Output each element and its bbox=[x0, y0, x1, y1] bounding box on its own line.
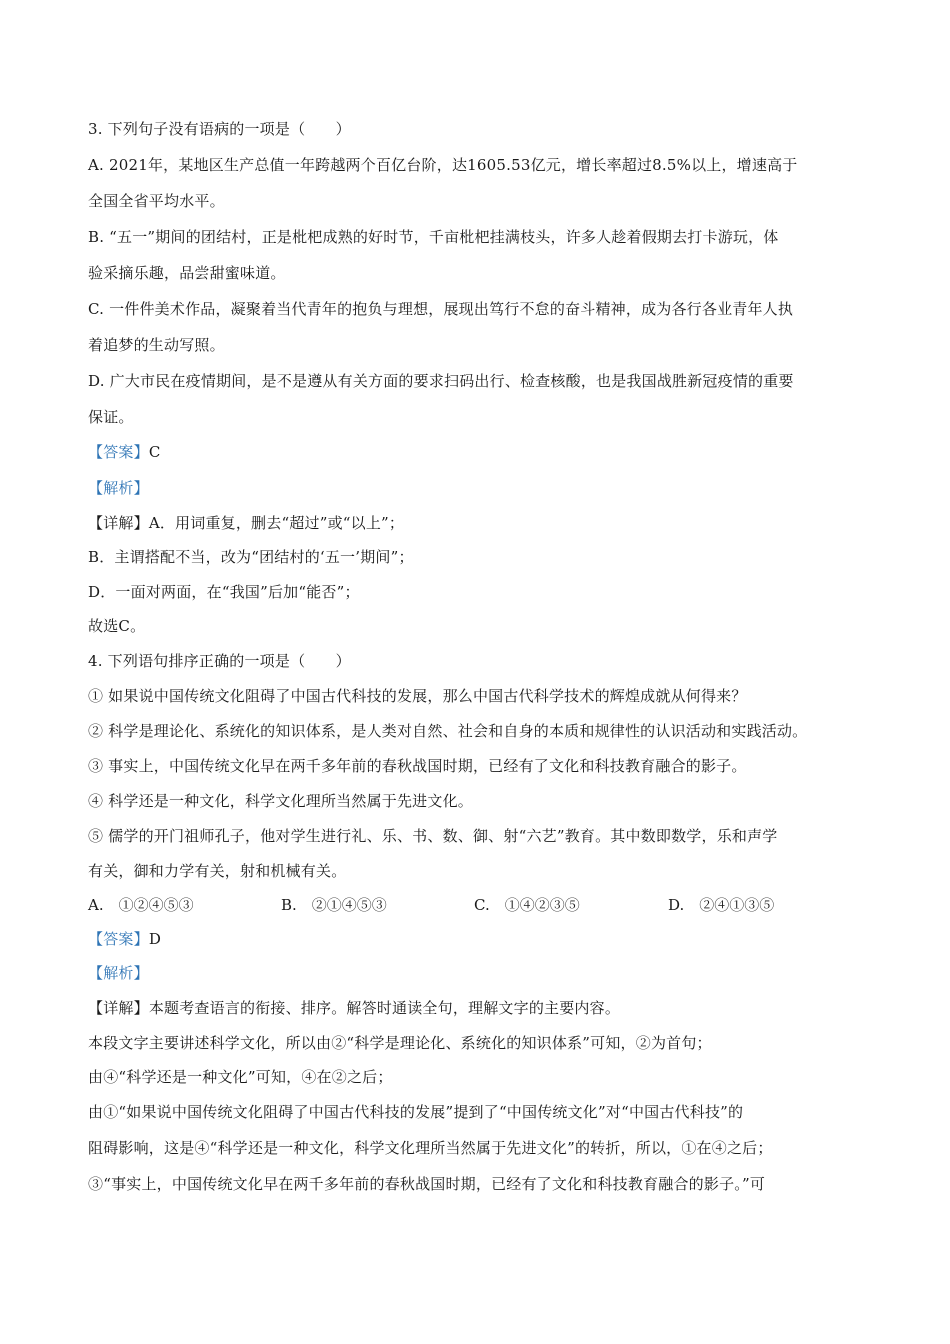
q3-option-a-line1: A. 2021年，某地区生产总值一年跨越两个百亿台阶，达1605.53亿元，增长率超过8.5%以上，增速高于 bbox=[88, 156, 798, 174]
q4-stem: 4. 下列语句排序正确的一项是（ ） bbox=[88, 652, 351, 670]
q4-sentence-4: ④ 科学还是一种文化，科学文化理所当然属于先进文化。 bbox=[88, 792, 473, 810]
q4-detail-line3: 由④“科学还是一种文化”可知，④在②之后； bbox=[88, 1068, 393, 1086]
q3-detail-line4: 故选C。 bbox=[88, 617, 146, 635]
q4-sentence-1: ① 如果说中国传统文化阻碍了中国古代科技的发展，那么中国古代科学技术的辉煌成就从何得来？ bbox=[88, 687, 747, 705]
q4-sentence-5-line2: 有关，御和力学有关，射和机械有关。 bbox=[88, 862, 347, 880]
q4-option-c: C. ①④②③⑤ bbox=[474, 896, 580, 914]
q3-option-c-line1: C. 一件件美术作品，凝聚着当代青年的抱负与理想，展现出笃行不怠的奋斗精神，成为各行各业青年人执 bbox=[88, 300, 794, 318]
q4-option-d: D. ②④①③⑤ bbox=[668, 896, 775, 914]
q3-answer-tag: 【答案】 bbox=[88, 443, 149, 461]
q4-option-b: B. ②①④⑤③ bbox=[281, 896, 387, 914]
q4-detail-text1: 本题考查语言的衔接、排序。解答时通读全句，理解文字的主要内容。 bbox=[148, 999, 621, 1017]
q3-analysis-tag: 【解析】 bbox=[88, 479, 149, 497]
q4-sentence-3: ③ 事实上，中国传统文化早在两千多年前的春秋战国时期，已经有了文化和科技教育融合的影子。 bbox=[88, 757, 747, 775]
q4-analysis-tag: 【解析】 bbox=[88, 964, 149, 982]
q4-answer bbox=[88, 929, 161, 949]
q3-option-a-line2: 全国全省平均水平。 bbox=[88, 192, 225, 210]
q4-detail-line1 bbox=[88, 998, 620, 1018]
q3-detail-line1 bbox=[88, 513, 404, 533]
q3-option-b-line1: B. “五一”期间的团结村，正是枇杷成熟的好时节，千亩枇杷挂满枝头，许多人趁着假期去打卡游玩，体 bbox=[88, 228, 779, 246]
q4-detail-tag: 【详解】 bbox=[88, 999, 149, 1017]
q3-detail-line3: D．一面对两面，在“我国”后加“能否”； bbox=[88, 583, 360, 601]
q3-stem: 3. 下列句子没有语病的一项是（ ） bbox=[88, 120, 351, 138]
q3-detail-line2: B．主谓搭配不当，改为“团结村的‘五一’期间”； bbox=[88, 548, 414, 566]
q4-detail-line2: 本段文字主要讲述科学文化，所以由②“科学是理论化、系统化的知识体系”可知，②为首句； bbox=[88, 1034, 712, 1052]
q4-option-a: A. ①②④⑤③ bbox=[88, 896, 194, 914]
q3-answer bbox=[88, 442, 161, 462]
q4-sentence-2: ② 科学是理论化、系统化的知识体系，是人类对自然、社会和自身的本质和规律性的认识活动和实践活动。 bbox=[88, 722, 808, 740]
q4-sentence-5-line1: ⑤ 儒学的开门祖师孔子，他对学生进行礼、乐、书、数、御、射“六艺”教育。其中数即数学，乐和声学 bbox=[88, 827, 778, 845]
q3-option-d-line1: D. 广大市民在疫情期间，是不是遵从有关方面的要求扫码出行、检查核酸，也是我国战胜新冠疫情的重要 bbox=[88, 372, 794, 390]
q3-answer-value: C bbox=[148, 443, 161, 461]
q3-option-c-line2: 着追梦的生动写照。 bbox=[88, 336, 225, 354]
q4-detail-line5: 阻碍影响，这是④“科学还是一种文化，科学文化理所当然属于先进文化”的转折，所以，①在④之后； bbox=[88, 1139, 773, 1157]
q3-detail-text1: A．用词重复，删去“超过”或“以上”； bbox=[148, 514, 405, 532]
q4-answer-tag: 【答案】 bbox=[88, 930, 149, 948]
q4-detail-line4: 由①“如果说中国传统文化阻碍了中国古代科技的发展”提到了“中国传统文化”对“中国古代科技”的 bbox=[88, 1103, 744, 1121]
q3-option-b-line2: 验采摘乐趣，品尝甜蜜味道。 bbox=[88, 264, 286, 282]
q3-detail-tag: 【详解】 bbox=[88, 514, 149, 532]
q4-answer-value: D bbox=[148, 930, 162, 948]
q4-detail-line6: ③“事实上，中国传统文化早在两千多年前的春秋战国时期，已经有了文化和科技教育融合的影子。”可 bbox=[88, 1175, 766, 1193]
q3-option-d-line2: 保证。 bbox=[88, 408, 134, 426]
